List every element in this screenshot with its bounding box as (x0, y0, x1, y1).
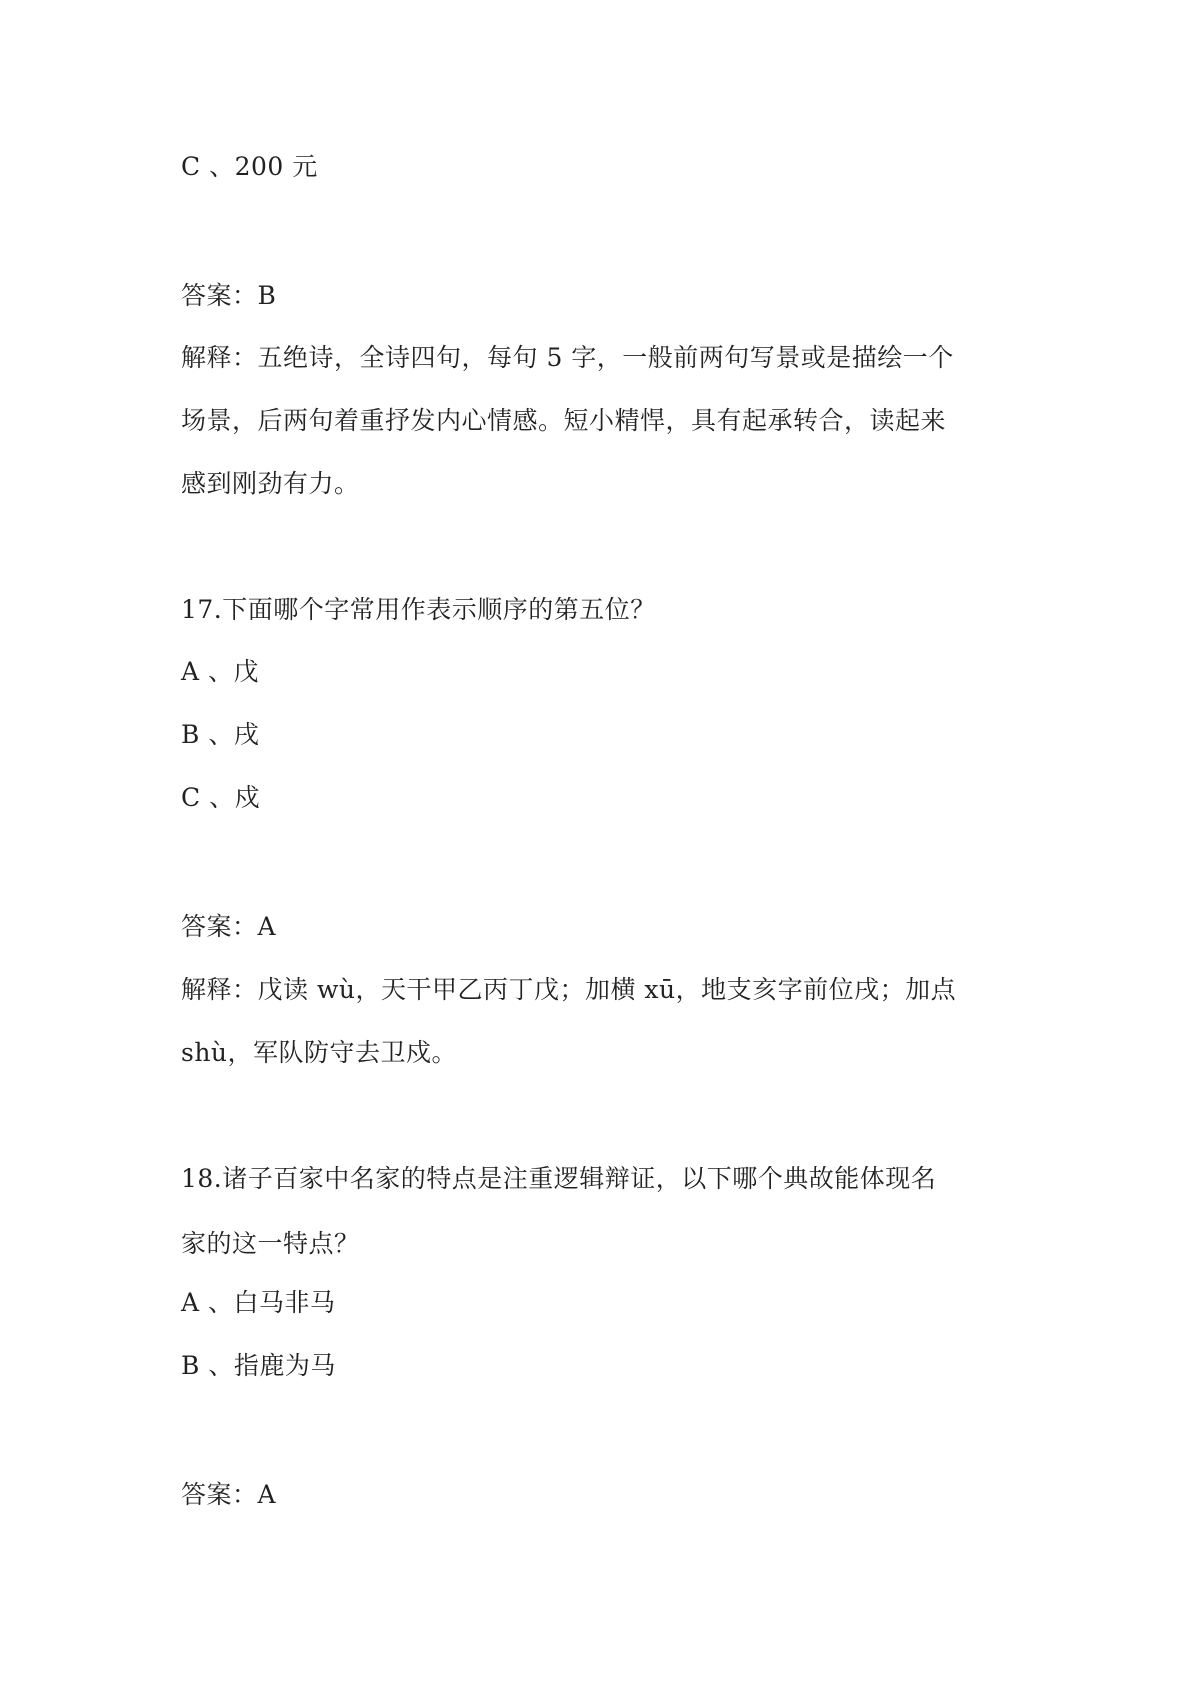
question-17-option-c: C 、戍 (181, 783, 261, 812)
question-17-option-b: B 、戌 (181, 720, 260, 749)
explanation-16-line-2: 场景，后两句着重抒发内心情感。短小精悍，具有起承转合，读起来 (181, 406, 947, 435)
answer-18: 答案：A (181, 1480, 277, 1509)
explanation-16-line-3: 感到刚劲有力。 (181, 469, 360, 498)
question-17-option-a: A 、戊 (181, 657, 260, 686)
question-18-option-a: A 、白马非马 (181, 1288, 336, 1317)
question-18-line-1: 18.诸子百家中名家的特点是注重逻辑辩证，以下哪个典故能体现名 (181, 1164, 937, 1193)
question-18-option-b: B 、指鹿为马 (181, 1351, 336, 1380)
question-17: 17.下面哪个字常用作表示顺序的第五位？ (181, 595, 656, 624)
answer-17: 答案：A (181, 912, 277, 941)
question-18-line-2: 家的这一特点？ (181, 1229, 360, 1258)
answer-16: 答案：B (181, 281, 277, 310)
explanation-17-line-1: 解释：戊读 wù，天干甲乙丙丁戊；加横 xū，地支亥字前位戌；加点 (181, 975, 957, 1004)
explanation-16-line-1: 解释：五绝诗，全诗四句，每句 5 字，一般前两句写景或是描绘一个 (181, 343, 954, 372)
option-c: C 、200 元 (181, 152, 318, 181)
explanation-17-line-2: shù，军队防守去卫戍。 (181, 1038, 458, 1067)
